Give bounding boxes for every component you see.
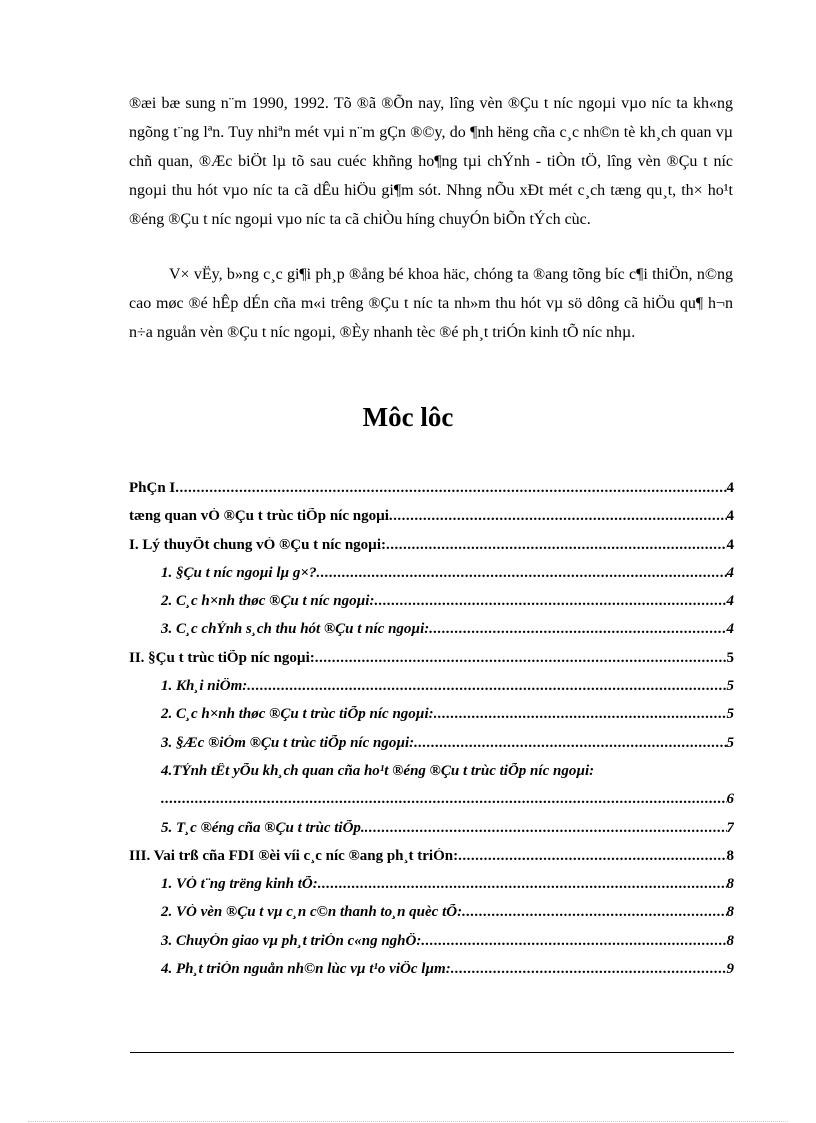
toc-entry-label: 3. ChuyÓn giao vµ ph¸t triÓn c«ng nghÖ: bbox=[161, 932, 422, 949]
toc-entry[interactable] bbox=[129, 876, 734, 904]
toc-entry[interactable] bbox=[129, 678, 734, 706]
toc-entry[interactable] bbox=[129, 565, 734, 593]
toc-entry-label: III. Vai trß cña FDI ®èi víi c¸c níc ®ang ph¸t triÓn: bbox=[129, 847, 459, 864]
toc-leader-dots bbox=[175, 480, 726, 497]
toc-entry-label: 4.TÝnh tÊt yÕu kh¸ch quan cña ho¹t ®éng ®Çu t trùc tiÕp níc ngoµi: bbox=[161, 762, 595, 779]
toc-page-number: 4 bbox=[726, 508, 734, 525]
toc-leader-dots bbox=[247, 678, 726, 695]
toc-entry-label: 1. Kh¸i niÖm: bbox=[161, 678, 248, 695]
toc-page-number: 5 bbox=[726, 678, 734, 695]
toc-entry[interactable] bbox=[129, 820, 734, 848]
toc-entry[interactable] bbox=[129, 735, 734, 763]
toc-entry-label: tæng quan vÒ ®Çu t trùc tiÕp níc ngoµi bbox=[129, 508, 389, 525]
toc-page-number: 8 bbox=[726, 876, 734, 893]
toc-page-number: 4 bbox=[726, 564, 734, 581]
toc-entry[interactable] bbox=[129, 933, 734, 961]
body-paragraph-1: ®æi bæ sung n¨m 1990, 1992. Tõ ®ã ®Õn nay, lîng vèn ®Çu t níc ngoµi vµo níc ta kh«ng ngõng t¨ng lªn. Tuy nhiªn mét vµi n¨m gÇn ®©y, do ¶nh hëng cña c¸c nh©n tè kh¸ch quan vµ chñ quan, ®Æc biÖt lµ tõ sau cuéc khñng ho¶ng tµi chÝnh - tiÒn tÖ, lîng vèn ®Çu t níc ngoµi thu hót vµo níc ta cã dÊu hiÖu gi¶m sót. Nhng nÕu xÐt mét c¸ch tæng qu¸t, th× ho¹t ®éng ®Çu t níc ngoµi vµo níc ta cã chiÒu híng chuyÓn biÕn tÝch cùc. bbox=[129, 95, 733, 228]
toc-entry[interactable] bbox=[129, 706, 734, 734]
page-edge bbox=[28, 1121, 788, 1122]
toc-page-number: 9 bbox=[726, 961, 734, 978]
toc-leader-dots bbox=[421, 933, 726, 950]
toc-leader-dots bbox=[316, 565, 726, 582]
footer-rule bbox=[130, 1052, 734, 1053]
toc-entry-label: 5. T¸c ®éng cña ®Çu t trùc tiÕp. bbox=[161, 819, 365, 836]
toc-entry-label: 4. Ph¸t triÓn nguån nh©n lùc vµ t¹o viÖc lµm: bbox=[161, 961, 451, 978]
toc-page-number: 8 bbox=[726, 932, 734, 949]
table-of-contents bbox=[129, 480, 734, 989]
toc-entry[interactable] bbox=[129, 848, 734, 876]
toc-entry[interactable] bbox=[129, 593, 734, 621]
toc-leader-dots bbox=[365, 820, 727, 837]
toc-entry[interactable] bbox=[129, 961, 734, 989]
toc-page-number: 7 bbox=[726, 819, 734, 836]
toc-entry[interactable] bbox=[129, 763, 734, 791]
toc-entry-label: 2. VÒ vèn ®Çu t vµ c¸n c©n thanh to¸n quèc tÕ: bbox=[161, 904, 463, 921]
toc-entry[interactable] bbox=[129, 508, 734, 536]
toc-page-number: 5 bbox=[726, 649, 734, 666]
toc-page-number: 4 bbox=[726, 593, 734, 610]
toc-entry-label: 3. C¸c chÝnh s¸ch thu hót ®Çu t níc ngoµi: bbox=[161, 621, 430, 638]
toc-entry-label: I. Lý thuyÕt chung vÒ ®Çu t níc ngoµi: bbox=[129, 536, 386, 553]
toc-leader-dots bbox=[389, 508, 727, 525]
body-paragraph-2: V× vËy, b»ng c¸c gi¶i ph¸p ®ång bé khoa häc, chóng ta ®ang tõng bíc c¶i thiÖn, n©ng cao møc ®é hÊp dÉn cña m«i trêng ®Çu t níc ta nh»m thu hót vµ sö dông cã hiÖu qu¶ h¬n n÷a nguån vèn ®Çu t níc ngoµi, ®Èy nhanh tèc ®é ph¸t triÓn kinh tÕ níc nhµ. bbox=[129, 266, 733, 341]
toc-entry[interactable] bbox=[129, 650, 734, 678]
toc-title: Môc lôc bbox=[362, 402, 454, 432]
toc-page-number: 4 bbox=[726, 536, 734, 553]
toc-leader-dots bbox=[374, 593, 726, 610]
toc-leader-dots bbox=[414, 735, 726, 752]
toc-leader-dots bbox=[434, 706, 727, 723]
toc-entry[interactable] bbox=[129, 537, 734, 565]
toc-entry-label: II. §Çu t trùc tiÕp níc ngoµi: bbox=[129, 649, 315, 666]
toc-entry-label: 3. §Æc ®iÓm ®Çu t trùc tiÕp níc ngoµi: bbox=[161, 734, 415, 751]
toc-entry[interactable] bbox=[129, 791, 734, 819]
toc-page-number: 5 bbox=[726, 706, 734, 723]
toc-page-number: 8 bbox=[726, 847, 734, 864]
toc-leader-dots bbox=[315, 650, 727, 667]
toc-page-number: 4 bbox=[726, 480, 734, 496]
toc-entry-label: 2. C¸c h×nh thøc ®Çu t trùc tiÕp níc ngoµi: bbox=[161, 706, 434, 723]
toc-leader-dots bbox=[429, 621, 726, 638]
toc-entry-label: 2. C¸c h×nh thøc ®Çu t níc ngoµi: bbox=[161, 593, 375, 610]
toc-entry[interactable] bbox=[129, 480, 734, 508]
toc-entry-label: 1. §Çu t níc ngoµi lµ g×? bbox=[161, 564, 317, 581]
toc-entry-label: PhÇn I bbox=[129, 480, 176, 496]
toc-leader-dots bbox=[318, 876, 727, 893]
toc-page-number: 6 bbox=[726, 791, 734, 808]
toc-entry[interactable] bbox=[129, 621, 734, 649]
toc-page-number: 4 bbox=[726, 621, 734, 638]
toc-leader-dots bbox=[462, 904, 726, 921]
toc-leader-dots bbox=[451, 961, 727, 978]
toc-page-number: 8 bbox=[726, 904, 734, 921]
toc-entry-label: 1. VÒ t¨ng trëng kinh tÕ: bbox=[161, 876, 318, 893]
toc-leader-dots bbox=[458, 848, 726, 865]
toc-leader-dots bbox=[161, 791, 727, 808]
toc-page-number: 5 bbox=[726, 734, 734, 751]
toc-leader-dots bbox=[386, 537, 727, 554]
toc-entry[interactable] bbox=[129, 904, 734, 932]
